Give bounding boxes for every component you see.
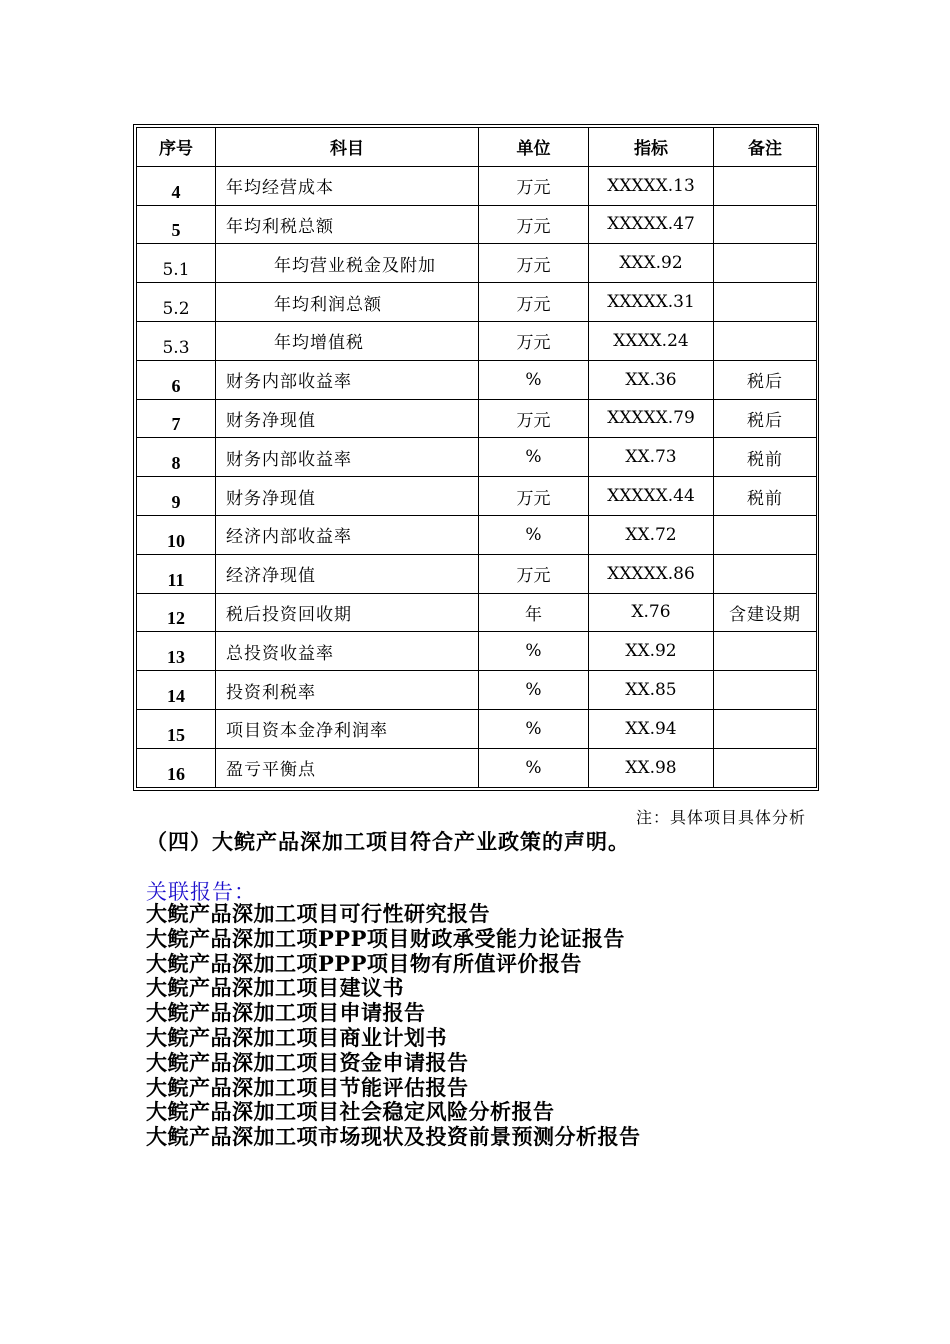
related-report-item: 大鲩产品深加工项目社会稳定风险分析报告 <box>146 1099 555 1125</box>
row-note <box>714 748 817 787</box>
related-report-item: 大鲩产品深加工项目商业计划书 <box>146 1024 447 1050</box>
row-item: 总投资收益率 <box>216 632 479 671</box>
row-index: 7 <box>137 399 216 438</box>
row-item: 经济内部收益率 <box>216 515 479 554</box>
row-index: 9 <box>137 477 216 516</box>
row-value: XXXXX.47 <box>589 205 714 244</box>
row-note <box>714 244 817 283</box>
row-note: 税前 <box>714 477 817 516</box>
row-item: 年均利税总额 <box>216 205 479 244</box>
row-index: 4 <box>137 166 216 205</box>
row-note <box>714 671 817 710</box>
related-report-item: 大鲩产品深加工项目节能评估报告 <box>146 1074 469 1100</box>
row-item: 经济净现值 <box>216 554 479 593</box>
row-unit: 万元 <box>479 244 589 283</box>
row-unit: % <box>479 709 589 748</box>
row-item: 税后投资回收期 <box>216 593 479 632</box>
row-note <box>714 554 817 593</box>
row-item: 财务内部收益率 <box>216 438 479 477</box>
row-note <box>714 632 817 671</box>
row-index: 5.2 <box>137 283 216 322</box>
row-note: 税前 <box>714 438 817 477</box>
row-item: 财务净现值 <box>216 477 479 516</box>
row-value: XXXXX.31 <box>589 283 714 322</box>
row-value: XXXX.24 <box>589 321 714 360</box>
table-row <box>137 709 817 748</box>
table-note: 注：具体项目具体分析 <box>635 808 806 827</box>
row-note <box>714 709 817 748</box>
row-unit: 年 <box>479 593 589 632</box>
table-header-row <box>137 128 817 167</box>
row-index: 5.3 <box>137 321 216 360</box>
row-unit: % <box>479 632 589 671</box>
header-note: 备注 <box>714 128 817 167</box>
table-row <box>137 477 817 516</box>
financial-indicator-table <box>136 127 817 788</box>
row-note <box>714 205 817 244</box>
row-value: XXXXX.79 <box>589 399 714 438</box>
table-row <box>137 632 817 671</box>
table-body <box>137 166 817 787</box>
row-item: 年均营业税金及附加 <box>216 244 479 283</box>
row-index: 15 <box>137 709 216 748</box>
related-report-item: 大鲩产品深加工项市场现状及投资前景预测分析报告 <box>146 1124 641 1150</box>
row-unit: 万元 <box>479 321 589 360</box>
row-unit: 万元 <box>479 166 589 205</box>
row-unit: % <box>479 360 589 399</box>
row-unit: % <box>479 671 589 710</box>
row-item: 财务内部收益率 <box>216 360 479 399</box>
table-row <box>137 360 817 399</box>
row-item: 年均利润总额 <box>216 283 479 322</box>
header-index: 序号 <box>137 128 216 167</box>
row-value: XX.72 <box>589 515 714 554</box>
row-index: 16 <box>137 748 216 787</box>
row-unit: 万元 <box>479 283 589 322</box>
row-note <box>714 283 817 322</box>
row-item: 年均经营成本 <box>216 166 479 205</box>
table-row <box>137 554 817 593</box>
row-value: XX.92 <box>589 632 714 671</box>
row-value: XX.73 <box>589 438 714 477</box>
table-row <box>137 205 817 244</box>
table-row <box>137 748 817 787</box>
row-item: 投资利税率 <box>216 671 479 710</box>
row-value: XX.94 <box>589 709 714 748</box>
row-index: 13 <box>137 632 216 671</box>
table-row <box>137 399 817 438</box>
row-unit: 万元 <box>479 477 589 516</box>
row-value: XX.98 <box>589 748 714 787</box>
row-index: 5 <box>137 205 216 244</box>
table-row <box>137 515 817 554</box>
related-reports-list <box>146 902 641 1150</box>
row-unit: % <box>479 438 589 477</box>
row-note <box>714 515 817 554</box>
policy-statement-heading: （四）大鲩产品深加工项目符合产业政策的声明。 <box>146 829 630 854</box>
row-unit: 万元 <box>479 205 589 244</box>
row-value: XXXXX.86 <box>589 554 714 593</box>
row-index: 11 <box>137 554 216 593</box>
row-value: XXXXX.44 <box>589 477 714 516</box>
row-item: 年均增值税 <box>216 321 479 360</box>
row-unit: 万元 <box>479 399 589 438</box>
related-report-item: 大鲩产品深加工项PPP项目财政承受能力论证报告 <box>146 925 625 951</box>
row-item: 盈亏平衡点 <box>216 748 479 787</box>
table-row <box>137 244 817 283</box>
row-item: 财务净现值 <box>216 399 479 438</box>
row-note: 含建设期 <box>714 593 817 632</box>
row-unit: % <box>479 515 589 554</box>
row-note <box>714 321 817 360</box>
related-report-item: 大鲩产品深加工项目申请报告 <box>146 1000 426 1026</box>
row-index: 10 <box>137 515 216 554</box>
table-row <box>137 671 817 710</box>
row-item: 项目资本金净利润率 <box>216 709 479 748</box>
table-row <box>137 321 817 360</box>
row-index: 12 <box>137 593 216 632</box>
row-value: XX.36 <box>589 360 714 399</box>
header-item: 科目 <box>216 128 479 167</box>
row-index: 5.1 <box>137 244 216 283</box>
row-value: XXXXX.13 <box>589 166 714 205</box>
table-row <box>137 283 817 322</box>
header-value: 指标 <box>589 128 714 167</box>
row-index: 8 <box>137 438 216 477</box>
row-note: 税后 <box>714 399 817 438</box>
table-row <box>137 438 817 477</box>
row-index: 14 <box>137 671 216 710</box>
related-report-item: 大鲩产品深加工项目可行性研究报告 <box>146 901 490 926</box>
row-index: 6 <box>137 360 216 399</box>
table-row <box>137 166 817 205</box>
row-value: X.76 <box>589 593 714 632</box>
row-value: XXX.92 <box>589 244 714 283</box>
row-note: 税后 <box>714 360 817 399</box>
row-value: XX.85 <box>589 671 714 710</box>
related-report-item: 大鲩产品深加工项PPP项目物有所值评价报告 <box>146 950 582 976</box>
row-note <box>714 166 817 205</box>
related-report-item: 大鲩产品深加工项目建议书 <box>146 975 404 1001</box>
financial-indicator-table-frame <box>133 124 819 791</box>
header-unit: 单位 <box>479 128 589 167</box>
table-row <box>137 593 817 632</box>
row-unit: % <box>479 748 589 787</box>
related-report-item: 大鲩产品深加工项目资金申请报告 <box>146 1049 469 1075</box>
row-unit: 万元 <box>479 554 589 593</box>
related-reports-title: 关联报告： <box>146 880 256 904</box>
